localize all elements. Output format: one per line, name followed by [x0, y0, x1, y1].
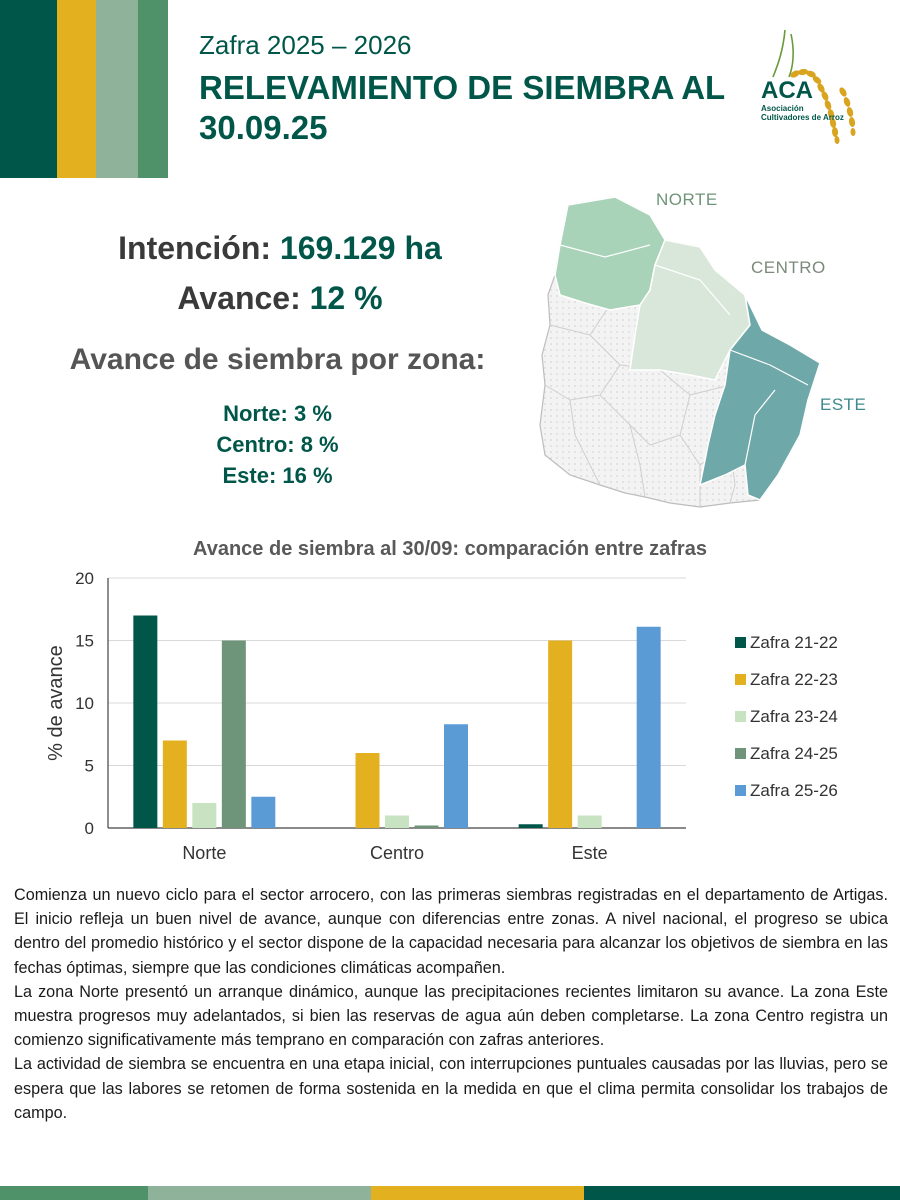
- x-tick-label: Centro: [369, 843, 425, 863]
- body-text: [14, 883, 888, 1125]
- legend-swatch: [735, 748, 746, 759]
- stripe-sage: [96, 0, 138, 178]
- bar-centro-3: [415, 826, 439, 829]
- bar-norte-0: [133, 616, 157, 829]
- paragraph-1: Comienza un nuevo ciclo para el sector arrocero, con las primeras siembras registradas en el departamento de Artigas. El inicio refleja un buen nivel de avance, aunque con diferencias entre zonas. A nivel nacional, el progreso se ubica dentro del promedio histórico y el sector dispone de la capacidad necesaria para alcanzar los objetivos de siembra en las fechas óptimas, siempre que las condiciones climáticas acompañen.: [14, 886, 888, 977]
- map-label-este: ESTE: [820, 395, 867, 414]
- bar-norte-3: [222, 641, 246, 829]
- stripe-yellow: [57, 0, 96, 178]
- footer-stripes: [0, 1186, 900, 1200]
- footer-stripe: [584, 1186, 900, 1200]
- bar-este-4: [637, 627, 661, 828]
- header-stripes: [0, 0, 168, 178]
- bar-norte-4: [251, 797, 275, 828]
- bar-este-1: [548, 641, 572, 829]
- intencion-label: Intención:: [118, 230, 280, 266]
- bar-norte-1: [163, 741, 187, 829]
- legend-swatch: [735, 711, 746, 722]
- legend-label: Zafra 22-23: [750, 670, 838, 689]
- legend-swatch: [735, 785, 746, 796]
- intencion-value: 169.129 ha: [279, 230, 442, 266]
- footer-stripe: [148, 1186, 371, 1200]
- avance-value: 12 %: [309, 280, 383, 316]
- bar-centro-2: [385, 816, 409, 829]
- bar-chart: [0, 565, 900, 875]
- logo-name: Asociación Cultivadores de Arroz: [761, 104, 844, 122]
- legend-swatch: [735, 674, 746, 685]
- bar-este-0: [519, 824, 543, 828]
- uruguay-map: [530, 185, 890, 515]
- y-tick-label: 20: [75, 569, 94, 588]
- footer-stripe: [371, 1186, 584, 1200]
- paragraph-3: La actividad de siembra se encuentra en una etapa inicial, con interrupciones puntuales causadas por las lluvias, pero se espera que las labores se retomen de forma sostenida en la medida en que el clima permita consolidar los trabajos de campo.: [14, 1055, 888, 1122]
- y-tick-label: 5: [84, 756, 94, 776]
- chart-title: Avance de siembra al 30/09: comparación entre zafras: [193, 538, 707, 560]
- zone-este: Este: 16 %: [222, 463, 333, 488]
- logo: [761, 78, 851, 122]
- stripe-dark-green: [0, 0, 57, 178]
- legend-label: Zafra 23-24: [750, 707, 838, 726]
- zone-norte: Norte: 3 %: [223, 401, 332, 426]
- map-label-centro: CENTRO: [751, 258, 826, 277]
- x-tick-label: Norte: [182, 843, 227, 863]
- logo-abbr: ACA: [761, 77, 813, 104]
- map-label-norte: NORTE: [656, 190, 718, 209]
- paragraph-2: La zona Norte presentó un arranque dinámico, aunque las precipitaciones recientes limitaron su avance. La zona Este muestra progresos muy adelantados, si bien las reservas de agua aún deben completarse. La zona Centro registra un comienzo significativamente más temprano en comparación con zafras anteriores.: [14, 982, 888, 1050]
- zone-centro: Centro: 8 %: [216, 432, 339, 457]
- bar-centro-1: [356, 753, 380, 828]
- footer-stripe: [0, 1186, 148, 1200]
- page-subtitle: Zafra 2025 – 2026: [199, 30, 412, 60]
- y-tick-label: 0: [84, 819, 94, 838]
- bar-este-2: [578, 816, 602, 829]
- bar-centro-4: [444, 724, 468, 828]
- y-tick-label: 10: [75, 694, 94, 713]
- avance-line: [30, 280, 530, 317]
- legend-label: Zafra 21-22: [750, 633, 838, 652]
- y-axis-label: % de avance: [45, 645, 67, 761]
- legend-label: Zafra 24-25: [750, 744, 838, 763]
- bar-norte-2: [192, 803, 216, 828]
- stripe-green: [138, 0, 168, 178]
- x-tick-label: Este: [571, 843, 608, 863]
- intencion-line: [30, 230, 530, 267]
- y-tick-label: 15: [75, 631, 94, 651]
- page-title: RELEVAMIENTO DE SIEMBRA AL 30.09.25: [199, 69, 725, 146]
- zone-heading: Avance de siembra por zona:: [69, 343, 486, 376]
- legend-label: Zafra 25-26: [750, 781, 838, 800]
- legend-swatch: [735, 637, 746, 648]
- avance-label: Avance:: [177, 280, 310, 316]
